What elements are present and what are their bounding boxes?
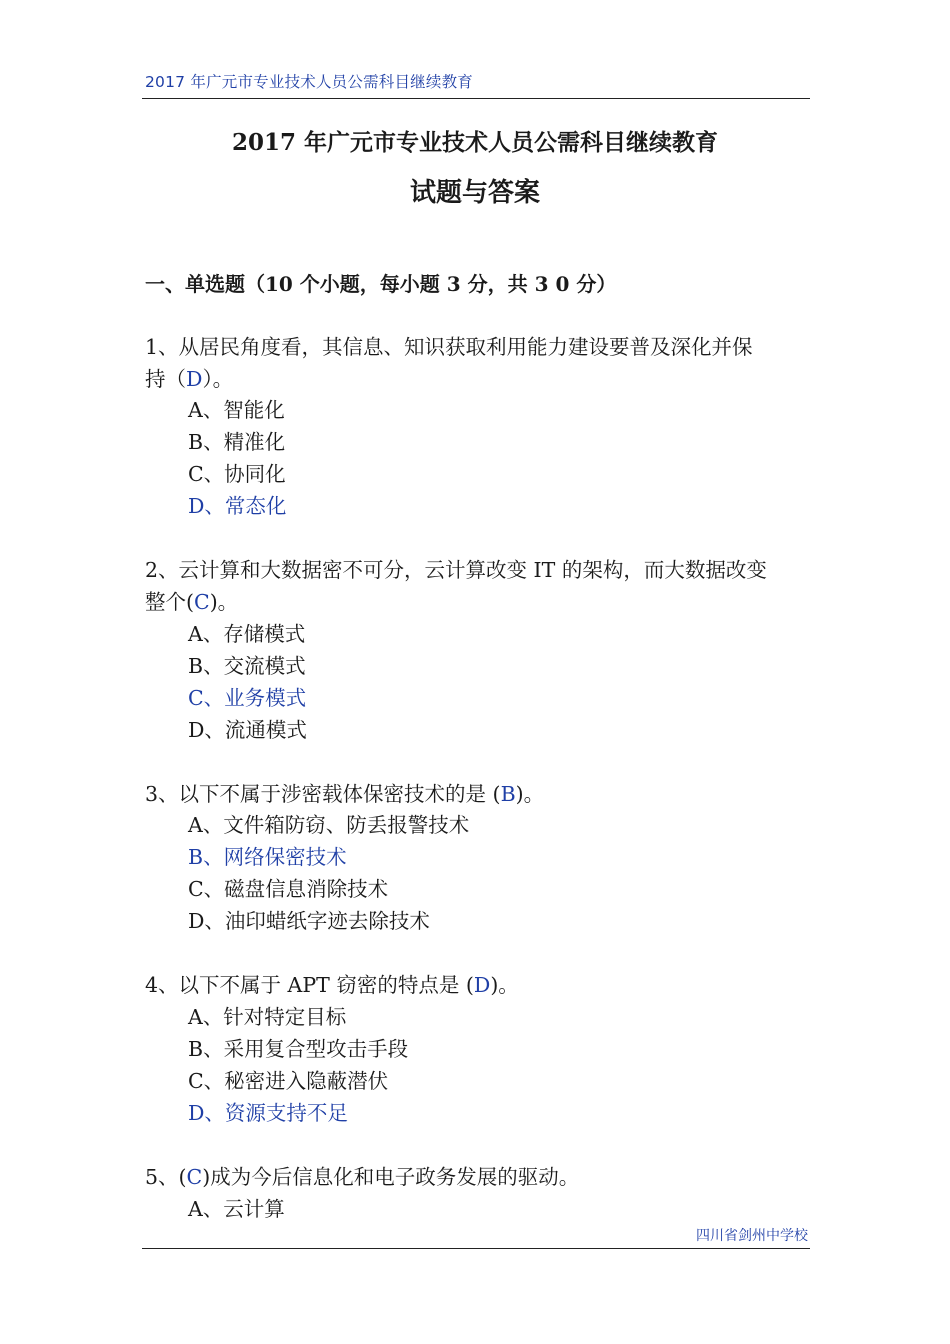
- question-text: 2、云计算和大数据密不可分，云计算改变 IT 的架构，而大数据改变: [145, 558, 767, 582]
- page-footer: 四川省剑州中学校: [696, 1228, 808, 1244]
- option-item: A、云计算: [188, 1197, 285, 1221]
- answer-mark: C: [194, 590, 210, 614]
- answer-mark: D: [186, 367, 203, 391]
- question-text-cont: 持（D）。: [145, 367, 234, 391]
- question-text: 1、从居民角度看，其信息、知识获取利用能力建设要普及深化并保: [145, 335, 753, 359]
- answer-mark: B: [500, 782, 516, 806]
- option-item-correct: D、资源支持不足: [188, 1101, 348, 1125]
- question-5: [145, 1161, 813, 1193]
- document-title: 2017 年广元市专业技术人员公需科目继续教育: [231, 129, 719, 156]
- option-item: A、存储模式: [188, 622, 306, 646]
- option-item-correct: D、常态化: [188, 494, 287, 518]
- footer-divider: [142, 1248, 810, 1249]
- option-item: D、流通模式: [188, 718, 307, 742]
- answer-mark: C: [186, 1165, 203, 1189]
- option-item: C、磁盘信息消除技术: [188, 877, 389, 901]
- option-item: B、采用复合型攻击手段: [188, 1037, 409, 1061]
- question-1: [145, 331, 813, 395]
- option-item: C、秘密进入隐蔽潜伏: [188, 1069, 389, 1093]
- option-item: A、针对特定目标: [188, 1005, 347, 1029]
- option-item: B、精准化: [188, 430, 286, 454]
- option-item: D、油印蜡纸字迹去除技术: [188, 909, 430, 933]
- option-item: C、协同化: [188, 462, 286, 486]
- page-header: 2017 年广元市专业技术人员公需科目继续教育: [145, 73, 473, 91]
- question-text-cont: 整个(C)。: [145, 590, 239, 614]
- question-2: [145, 554, 813, 618]
- document-subtitle: 试题与答案: [409, 178, 540, 208]
- question-text: 5、(C)成为今后信息化和电子政务发展的驱动。: [145, 1165, 580, 1189]
- option-item: A、文件箱防窃、防丢报警技术: [188, 813, 470, 837]
- question-3: [145, 778, 813, 810]
- question-4: [145, 969, 813, 1001]
- option-item: B、交流模式: [188, 654, 306, 678]
- option-item: A、智能化: [188, 398, 285, 422]
- option-item-correct: B、网络保密技术: [188, 845, 347, 869]
- answer-mark: D: [473, 973, 491, 997]
- section-heading: 一、单选题（10 个小题，每小题 3 分，共 3 0 分）: [145, 272, 617, 296]
- question-text: 4、以下不属于 APT 窃密的特点是 (D)。: [145, 973, 519, 997]
- header-divider: [142, 98, 810, 99]
- option-item-correct: C、业务模式: [188, 686, 307, 710]
- question-text: 3、以下不属于涉密载体保密技术的是 (B)。: [145, 782, 545, 806]
